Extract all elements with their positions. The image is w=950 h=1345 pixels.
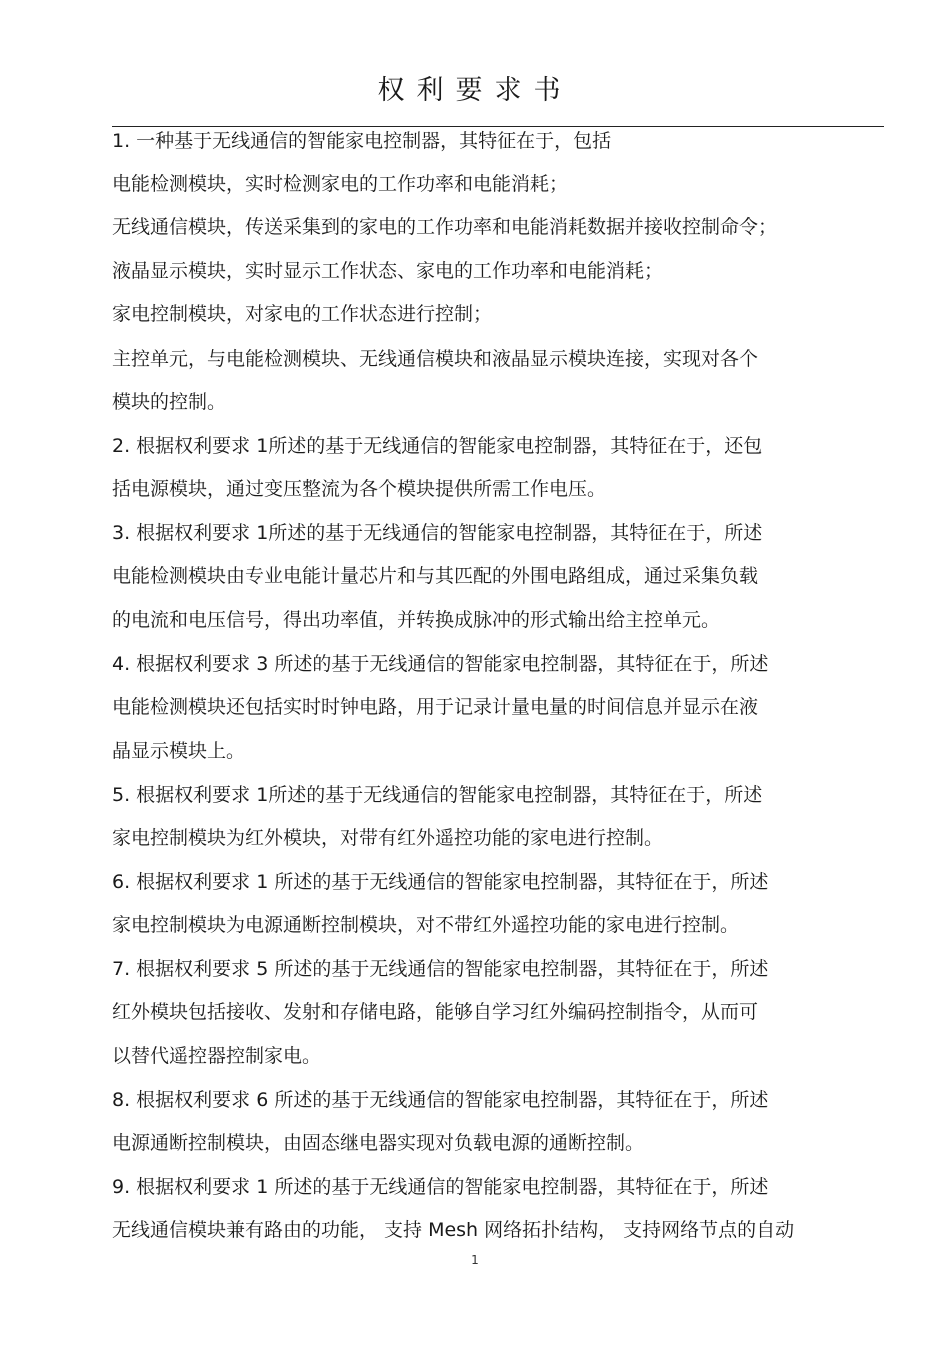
claim-line: 家电控制模块，对家电的工作状态进行控制； (112, 303, 493, 325)
title-divider (112, 126, 884, 127)
claim-line: 晶显示模块上。 (112, 740, 246, 762)
claim-line: 的电流和电压信号，得出功率值，并转换成脉冲的形式输出给主控单元。 (112, 609, 721, 631)
claim-line: 无线通信模块兼有路由的功能， 支持 Mesh 网络拓扑结构， 支持网络节点的自动 (112, 1219, 795, 1241)
page-number: 1 (471, 1253, 479, 1267)
claim-line: 液晶显示模块，实时显示工作状态、家电的工作功率和电能消耗； (112, 260, 664, 282)
claim-line: 5. 根据权利要求 1所述的基于无线通信的智能家电控制器，其特征在于，所述 (112, 784, 763, 806)
claim-line: 电能检测模块由专业电能计量芯片和与其匹配的外围电路组成，通过采集负载 (112, 565, 759, 587)
claim-line: 模块的控制。 (112, 391, 227, 413)
claim-line: 家电控制模块为电源通断控制模块，对不带红外遥控功能的家电进行控制。 (112, 914, 740, 936)
claim-line: 电能检测模块，实时检测家电的工作功率和电能消耗； (112, 173, 569, 195)
claim-line: 7. 根据权利要求 5 所述的基于无线通信的智能家电控制器，其特征在于，所述 (112, 958, 769, 980)
claim-line: 2. 根据权利要求 1所述的基于无线通信的智能家电控制器，其特征在于，还包 (112, 435, 763, 457)
page-title: 权利要求书 (377, 75, 573, 106)
claim-line: 1. 一种基于无线通信的智能家电控制器，其特征在于，包括 (112, 130, 612, 152)
claim-line: 3. 根据权利要求 1所述的基于无线通信的智能家电控制器，其特征在于，所述 (112, 522, 763, 544)
claim-line: 无线通信模块，传送采集到的家电的工作功率和电能消耗数据并接收控制命令； (112, 216, 778, 238)
claim-line: 括电源模块，通过变压整流为各个模块提供所需工作电压。 (112, 478, 607, 500)
claim-line: 红外模块包括接收、发射和存储电路，能够自学习红外编码控制指令，从而可 (112, 1001, 759, 1023)
claim-line: 9. 根据权利要求 1 所述的基于无线通信的智能家电控制器，其特征在于，所述 (112, 1176, 769, 1198)
claim-line: 6. 根据权利要求 1 所述的基于无线通信的智能家电控制器，其特征在于，所述 (112, 871, 769, 893)
claim-line: 主控单元，与电能检测模块、无线通信模块和液晶显示模块连接，实现对各个 (112, 348, 759, 370)
claim-line: 以替代遥控器控制家电。 (112, 1045, 322, 1067)
claim-line: 家电控制模块为红外模块，对带有红外遥控功能的家电进行控制。 (112, 827, 664, 849)
claim-line: 4. 根据权利要求 3 所述的基于无线通信的智能家电控制器，其特征在于，所述 (112, 653, 769, 675)
claim-line: 电源通断控制模块，由固态继电器实现对负载电源的通断控制。 (112, 1132, 645, 1154)
claim-line: 8. 根据权利要求 6 所述的基于无线通信的智能家电控制器，其特征在于，所述 (112, 1089, 769, 1111)
claim-line: 电能检测模块还包括实时时钟电路，用于记录计量电量的时间信息并显示在液 (112, 696, 759, 718)
